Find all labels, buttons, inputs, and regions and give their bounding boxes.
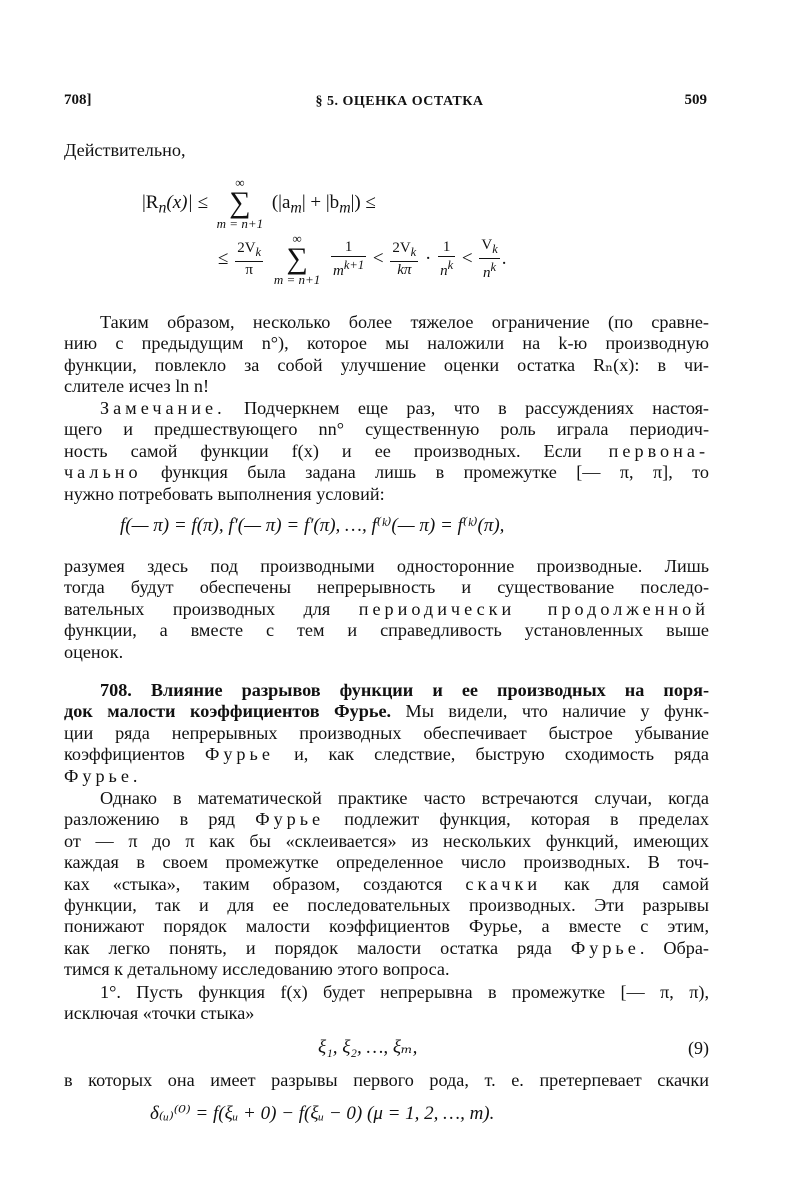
text-line: Фурье. — [64, 765, 142, 786]
text-line: нужно потребовать выполнения условий: — [64, 483, 385, 504]
paragraph-gluing — [64, 788, 709, 981]
text-line: функции, повлекло за собой улучшение оценки остатка Rₙ(x): в чи- — [64, 354, 709, 375]
text-line: ность самой функции f(x) и ее производных. Если первона- — [64, 440, 710, 461]
text-line: ках «стыка», таким образом, создаются скачки как для самой — [64, 873, 710, 894]
text-line: ции ряда непрерывных производных обеспечивает быстрое убывание — [64, 722, 709, 743]
text-line: разложению в ряд Фурье подлежит функция, которая в пределах — [64, 809, 709, 830]
formula-remainder-bound-1: $|R_n(x)|$ ≤ ∞ ∑ m = n+1 $(|a_m| + |b_m|)$ ≤ — [142, 175, 376, 231]
formula-junction-points: ξ₁, ξ₂, …, ξₘ, — [318, 1037, 418, 1058]
text-line: коэффициентов Фурье и, как следствие, быструю сходимость ряда — [64, 744, 709, 765]
text-line: нию с предыдущим n°), которое мы наложили на k-ю производную — [64, 333, 709, 354]
text-line: исключая «точки стыка» — [64, 1003, 255, 1024]
text-line: в которых она имеет разрывы первого рода, т. е. претерпевает скачки — [64, 1070, 709, 1090]
text-line: функции, так и для ее последовательных производных. Эти разрывы — [64, 895, 709, 916]
section-heading: 708. Влияние разрывов функции и ее производных на поря- — [100, 680, 709, 700]
text-line: как легко понять, и порядок малости остатка ряда Фурье. Обра- — [64, 937, 709, 958]
text-line: чально функция была задана лишь в промежутке [— π, π], то — [64, 462, 709, 483]
text-line: оценок. — [64, 641, 124, 662]
text-line: 1°. Пусть функция f(x) будет непрерывна в промежутке [— π, π), — [100, 982, 709, 1002]
paragraph-point-1 — [64, 982, 709, 1025]
paragraph-derivatives — [64, 556, 709, 663]
sum-symbol: ∞ ∑ m = n+1 — [216, 175, 264, 231]
text-line: Таким образом, несколько более тяжелое ограничение (по сравне- — [100, 312, 709, 332]
text-line: тогда будут обеспечены непрерывность и существование последо- — [64, 577, 709, 598]
text-line: Действительно, — [64, 140, 186, 160]
equation-number: (9) — [688, 1038, 709, 1058]
paragraph-remark — [64, 398, 709, 505]
paragraph-jumps — [64, 1070, 709, 1091]
formula-jump-definition: δ₍ᵤ₎⁽⁰⁾ = f(ξᵤ + 0) − f(ξᵤ − 0) (μ = 1, 2, …, m). — [150, 1103, 495, 1124]
text-line: слителе исчез ln n! — [64, 376, 210, 397]
page-number: 509 — [684, 92, 707, 108]
running-title: § 5. ОЦЕНКА ОСТАТКА — [315, 94, 484, 109]
remark-label: Замечание. — [100, 398, 226, 418]
text-line: разумея здесь под производными односторонние производные. Лишь — [64, 556, 709, 576]
paragraph-conclusion — [64, 312, 709, 398]
text-line: функции, а вместе с тем и справедливость установленных выше — [64, 620, 709, 641]
text-line: щего и предшествующего nn° существенную роль играла периодич- — [64, 419, 709, 440]
paragraph-intro — [64, 140, 709, 161]
text-line: каждая в своем промежутке определенное число производных. В точ- — [64, 852, 709, 873]
text-line: понижают порядок малости коэффициентов Фурье, а вместе с этим, — [64, 916, 709, 937]
formula-remainder-bound-2: ≤ $\frac{2V_k}{\pi}$ ∞ ∑ m = n+1 $\frac{1}{m^{k+1}}$ < $\frac{2V_k}{k\pi}$ · $\frac{1}{n^k}$ < $\frac{V_k}{n^k}$ . — [218, 231, 507, 287]
text-line: док малости коэффициентов Фурье. Мы видели, что наличие у функ- — [64, 701, 710, 722]
text-line: вательных производных для периодически продолженной — [64, 598, 709, 619]
text-line: Однако в математической практике часто встречаются случаи, когда — [100, 788, 709, 808]
text-line: тимся к детальному исследованию этого вопроса. — [64, 959, 450, 980]
formula-boundary-conditions: f(— π) = f(π), f′(— π) = f′(π), …, f⁽ᵏ⁾(— π) = f⁽ᵏ⁾(π), — [120, 515, 505, 536]
text-line: Замечание. Подчеркнем еще раз, что в рассуждениях настоя- — [100, 398, 709, 418]
text-line: от — π до π как бы «склеивается» из нескольких функций, имеющих — [64, 830, 709, 851]
sum-symbol: ∞ ∑ m = n+1 — [273, 231, 321, 287]
section-708 — [64, 680, 709, 787]
section-number-header: 708] — [64, 92, 92, 108]
